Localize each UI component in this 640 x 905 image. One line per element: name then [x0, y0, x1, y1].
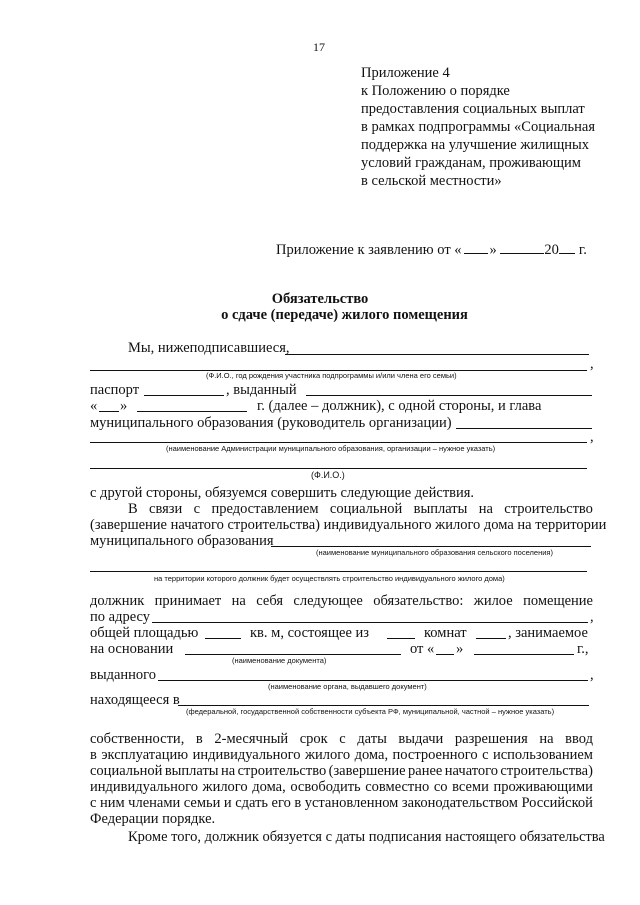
hint-fio: (Ф.И.О.): [311, 470, 345, 480]
word: со: [433, 779, 448, 795]
appendix-line: к Положению о порядке: [361, 83, 510, 99]
hint-doc: (наименование документа): [232, 656, 327, 665]
word: строительства): [500, 763, 593, 779]
application-ref-prefix: Приложение к заявлению от «: [276, 242, 462, 258]
word: сдать: [235, 795, 269, 811]
word: выплаты: [164, 763, 219, 779]
word: в: [90, 747, 97, 763]
month-field[interactable]: [500, 253, 544, 254]
hint-territory: на территории которого должник будет осуществлять строительство индивидуального жилого дома): [154, 574, 505, 583]
final-last-line: Федерации порядке.: [90, 811, 216, 827]
word: с: [339, 731, 346, 747]
word: проживающими: [493, 779, 593, 795]
passport-month-field[interactable]: [137, 411, 247, 412]
comma: ,: [590, 667, 594, 683]
doc-month-field[interactable]: [474, 654, 574, 655]
word: социальной: [329, 501, 403, 517]
word: связи: [149, 501, 183, 517]
word: строительство: [504, 501, 593, 517]
by-address-label: по адресу: [90, 609, 150, 625]
comma: ,: [590, 356, 594, 372]
word: социальной: [90, 763, 163, 779]
hint-rural: (наименование муниципального образования сельского поселения): [316, 548, 553, 557]
word: индивидуального: [192, 747, 301, 763]
occupied-field[interactable]: [476, 638, 506, 639]
day-field[interactable]: [464, 253, 488, 254]
doc-day-field[interactable]: [436, 654, 454, 655]
year-suffix: г.: [578, 242, 587, 258]
year-g: г.,: [577, 641, 589, 657]
comma: ,: [590, 429, 594, 445]
page-number: 17: [313, 40, 325, 54]
based-on-label: на основании: [90, 641, 174, 657]
hint-ownership: (федеральной, государственной собственности субъекта РФ, муниципальной, частной – нужное указать): [186, 707, 555, 716]
word: освободить: [290, 779, 361, 795]
word: на: [231, 593, 246, 609]
rooms-label: комнат: [424, 625, 467, 641]
word: 2-месячный: [214, 731, 289, 747]
word: законодательством: [401, 795, 518, 811]
word: (завершение: [328, 763, 406, 779]
word: установленном: [304, 795, 399, 811]
word: и: [223, 795, 232, 811]
word: эксплуатацию: [101, 747, 189, 763]
located-in-label: находящееся в: [90, 692, 180, 708]
para1-line2: (завершение начатого строительства) индивидуального жилого дома на территории: [90, 517, 607, 533]
admin-name-field[interactable]: [90, 442, 587, 443]
word: членами: [128, 795, 181, 811]
word: себя: [256, 593, 283, 609]
word: выплаты: [413, 501, 468, 517]
doc-title-line1: Обязательство: [271, 291, 369, 307]
word: помещение: [523, 593, 593, 609]
passport-number-field[interactable]: [144, 395, 224, 396]
ownership-field[interactable]: [178, 705, 589, 706]
hint-fio-family: (Ф.И.О., год рождения участника подпрограммы и/или члена его семьи): [206, 371, 457, 380]
issuing-body-field[interactable]: [158, 680, 588, 681]
word: принимает: [154, 593, 222, 609]
area-field[interactable]: [205, 638, 241, 639]
appendix-line: в рамках подпрограммы «Социальная: [361, 119, 596, 135]
passport-issuer-field[interactable]: [306, 395, 592, 396]
application-ref-close: »: [489, 242, 497, 258]
word: следующее: [293, 593, 363, 609]
para1-line3: муниципального образования: [90, 533, 274, 549]
word: с: [90, 795, 97, 811]
quote-close: »: [456, 641, 464, 657]
word: предоставлением: [211, 501, 319, 517]
word: семьи: [183, 795, 221, 811]
word: построенного: [392, 747, 478, 763]
appendix-block: [361, 64, 595, 190]
issued-label: , выданный: [226, 382, 297, 398]
from-quote: от «: [410, 641, 435, 657]
word: жилого: [305, 747, 351, 763]
word: собственности,: [90, 731, 185, 747]
word: В: [128, 501, 138, 517]
appendix-line: поддержка на улучшение жилищных: [361, 137, 590, 153]
word: индивидуального: [90, 779, 198, 795]
word: на: [478, 501, 493, 517]
word: дома,: [252, 779, 286, 795]
word: срок: [299, 731, 328, 747]
appendix-line: Приложение 4: [361, 65, 450, 81]
comma: ,: [590, 609, 594, 625]
quote-open: «: [90, 398, 98, 414]
word: разрешения: [454, 731, 528, 747]
word: строительство: [237, 763, 327, 779]
word: использованием: [492, 747, 593, 763]
word: жилого: [202, 779, 248, 795]
word: дома,: [354, 747, 389, 763]
word: на: [220, 763, 236, 779]
word: в: [195, 731, 203, 747]
word: обязательство:: [373, 593, 464, 609]
word: ранее: [408, 763, 443, 779]
address-field[interactable]: [152, 622, 588, 623]
word: ним: [99, 795, 125, 811]
document-name-field[interactable]: [185, 654, 401, 655]
word: совместно: [365, 779, 430, 795]
municipal-head-field[interactable]: [456, 428, 592, 429]
passport-day-field[interactable]: [99, 411, 119, 412]
moreover-line: Кроме того, должник обязуется с даты подписания настоящего обязательства: [128, 829, 605, 845]
word: ввод: [565, 731, 593, 747]
appendix-line: в сельской местности»: [361, 173, 502, 189]
word: в: [294, 795, 302, 811]
quote-close: »: [120, 398, 128, 414]
head-fio-field[interactable]: [90, 468, 587, 469]
hint-org: (наименование органа, выдавшего документ): [268, 682, 427, 691]
word: на: [539, 731, 554, 747]
occupied-label: , занимаемое: [508, 625, 588, 641]
word: выдачи: [398, 731, 444, 747]
word: должник: [90, 593, 145, 609]
we-signed-label: Мы, нижеподписавшиеся,: [128, 340, 290, 356]
territory-field[interactable]: [90, 571, 587, 572]
year-prefix: 20: [544, 242, 559, 258]
word: даты: [357, 731, 387, 747]
doc-title-line2: о сдаче (передаче) жилого помещения: [221, 307, 468, 323]
hint-admin: (наименование Администрации муниципального образования, организации – нужное указать): [166, 444, 496, 453]
appendix-line: условий гражданам, проживающим: [361, 155, 581, 171]
municipality-name-field[interactable]: [271, 546, 591, 547]
issued-by-label: выданного: [90, 667, 157, 683]
passport-label: паспорт: [90, 382, 140, 398]
word: с: [193, 501, 201, 517]
word: его: [271, 795, 291, 811]
application-ref: [276, 241, 587, 259]
appendix-line: предоставления социальных выплат: [361, 101, 585, 117]
obligation-line: [90, 592, 593, 610]
area-unit-label: кв. м, состоящее из: [250, 625, 369, 641]
word: начатого: [444, 763, 498, 779]
debtor-line-tail: г. (далее – должник), с одной стороны, и глава: [257, 398, 542, 414]
other-side-text: с другой стороны, обязуемся совершить следующие действия.: [90, 485, 475, 501]
word: с: [482, 747, 489, 763]
word: жилое: [473, 593, 513, 609]
area-label: общей площадью: [90, 625, 199, 641]
municipal-head-label: муниципального образования (руководитель организации): [90, 415, 452, 431]
signatories-field[interactable]: [285, 354, 589, 355]
word: Российской: [521, 795, 593, 811]
word: всеми: [452, 779, 489, 795]
rooms-field[interactable]: [387, 638, 415, 639]
year-field[interactable]: [559, 253, 575, 254]
